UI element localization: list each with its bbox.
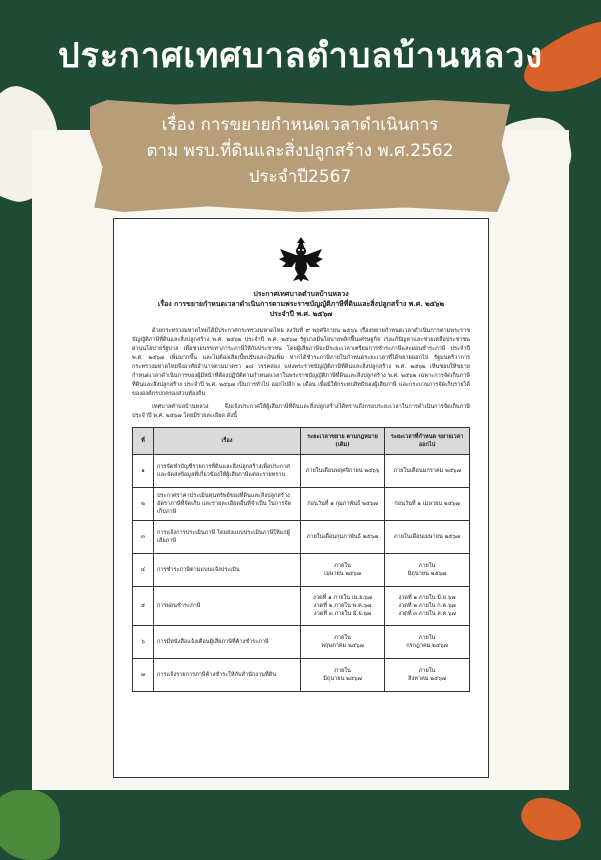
table-cell-subject: การชำระภาษีตามแบบแจ้งประเมิน [154, 554, 301, 587]
table-cell-original: ภายในเดือนพฤศจิกายน ๒๕๖๖ [301, 455, 385, 488]
table-cell-extended [385, 587, 470, 626]
table-cell-extended: ภายในเดือนมกราคม ๒๕๖๗ [385, 455, 470, 488]
garuda-emblem-icon [278, 235, 324, 283]
table-cell-line: สิงหาคม ๒๕๖๗ [408, 676, 446, 682]
table-header-subject: เรื่อง [154, 428, 301, 455]
table-row [133, 521, 470, 554]
schedule-table [132, 427, 470, 692]
table-cell-subject: การแจ้งรายการภาษีค้างชำระให้กับสำนักงานที่ดิน [154, 659, 301, 692]
table-cell-line: ภายใน [418, 635, 436, 641]
table-cell-line: ภายใน [334, 635, 351, 641]
table-cell-subject: การแจ้งการประเมินภาษี โดยส่งแบบประเมินภาษีให้แก่ผู้เสียภาษี [154, 521, 301, 554]
table-header-original: ระยะเวลาขยาย ตามกฎหมาย (เดิม) [301, 428, 385, 455]
table-cell-line: กรกฎาคม ๒๕๖๗ [406, 643, 448, 649]
table-cell-line: ภายใน [418, 668, 436, 674]
announcement-document [113, 218, 489, 778]
table-cell-line: ภายใน [334, 668, 351, 674]
table-cell-line: งวดที่ ๑ ภายใน มิ.ย.๖๗ [398, 595, 456, 601]
table-cell-extended [385, 554, 470, 587]
table-cell-subject: ประกาศราคาประเมินทุนทรัพย์ของที่ดินและสิ่งปลูกสร้าง อัตราภาษีที่จัดเก็บ และรายละเอียดอื่นที่จำเป็น ในการจัดเก็บภาษี [154, 488, 301, 521]
table-cell-no: ๗ [133, 659, 154, 692]
table-cell-line: ภายใน [334, 563, 351, 569]
table-cell-line: งวดที่ ๓ ภายใน ส.ค.๖๗ [398, 611, 456, 617]
table-cell-extended [385, 626, 470, 659]
table-row [133, 587, 470, 626]
table-cell-no: ๖ [133, 626, 154, 659]
table-cell-no: ๒ [133, 488, 154, 521]
subtitle-line-2: ตาม พรบ.ที่ดินและสิ่งปลูกสร้าง พ.ศ.2562 [146, 141, 454, 161]
orange-brush-decoration-bottom [515, 789, 586, 851]
subtitle-line-3: ประจำปี2567 [248, 167, 352, 187]
table-cell-original: ภายในเดือนกุมภาพันธ์ ๒๕๖๗ [301, 521, 385, 554]
table-cell-line: งวดที่ ๑ ภายใน เม.ย.๖๗ [313, 595, 373, 601]
table-row [133, 488, 470, 521]
table-cell-original [301, 659, 385, 692]
table-cell-line: ภายใน [418, 563, 436, 569]
table-cell-original [301, 587, 385, 626]
table-cell-subject: การผ่อนชำระภาษี [154, 587, 301, 626]
table-cell-line: งวดที่ ๒ ภายใน พ.ค.๖๗ [313, 603, 372, 609]
table-row [133, 626, 470, 659]
table-cell-no: ๔ [133, 554, 154, 587]
table-cell-original [301, 554, 385, 587]
table-header-extended: ระยะเวลาที่กำหนด ขยายเวลาออกไป [385, 428, 470, 455]
table-cell-line: งวดที่ ๒ ภายใน ก.ค.๖๗ [398, 603, 456, 609]
table-cell-no: ๕ [133, 587, 154, 626]
document-heading-line-3: ประจำปี พ.ศ. ๒๕๖๗ [269, 309, 333, 318]
document-heading-line-1: ประกาศเทศบาลตำบลบ้านหลวง [253, 289, 349, 298]
table-row [133, 554, 470, 587]
table-row [133, 455, 470, 488]
table-cell-line: เมษายน ๒๕๖๗ [324, 571, 362, 577]
document-heading [132, 289, 470, 319]
table-cell-no: ๓ [133, 521, 154, 554]
table-cell-line: มิถุนายน ๒๕๖๗ [323, 676, 362, 682]
table-cell-original: ก่อนวันที่ ๑ กุมภาพันธ์ ๒๕๖๗ [301, 488, 385, 521]
page-title: ประกาศเทศบาลตำบลบ้านหลวง [58, 36, 543, 76]
table-cell-subject: การมีหนังสือแจ้งเตือนผู้เสียภาษีที่ค้างชำระภาษี [154, 626, 301, 659]
document-body: ด้วยกระทรวงมหาดไทยได้มีประกาศกระทรวงมหาดไทย ลงวันที่ ๙ พฤศจิกายน ๒๕๖๖ เรื่องขยายกำหนดเวลาดำเนินการตามพระราชบัญญัติภาษีที่ดินและสิ่งปลูกสร้าง พ.ศ. ๒๕๖๒ ประจำปี พ.ศ. ๒๕๖๗ รัฐบาลมีนโยบายพลิกฟื้นเศรษฐกิจ เร่งแก้ปัญหาและช่วยเหลือประชาชนผ่านนโยบายรัฐบาล เพื่อช่วยบรรเทาภาระภาษีให้กับประชาชน โดยผู้เสียภาษีจะมีระยะเวลาเตรียมการชำระภาษีและผ่อนชำระภาษี ประจำปี พ.ศ. ๒๕๖๗ เพิ่มมากขึ้น และไม่ต้องเสียเบี้ยปรับและเงินเพิ่ม หากได้ชำระภาษีภายในกำหนดระยะเวลาที่ได้ขยายออกไป รัฐมนตรีว่าการกระทรวงมหาดไทยจึงอาศัยอำนาจตามมาตรา ๑๘ วรรคสอง แห่งพระราชบัญญัติภาษีที่ดินและสิ่งปลูกสร้าง พ.ศ. ๒๕๖๒ เห็นชอบให้ขยายกำหนดเวลาดำเนินการของผู้มีหน้าที่ต้องปฏิบัติตามกำหนดเวลาในพระราชบัญญัติภาษีที่ดินและสิ่งปลูกสร้าง พ.ศ. ๒๕๖๒ เฉพาะการจัดเก็บภาษีที่ดินและสิ่งปลูกสร้าง ประจำปี พ.ศ. ๒๕๖๗ เป็นการทั่วไป ออกไปอีก ๒ เดือน เพื่อมิให้กระทบสิทธิของผู้เสียภาษี และกระบวนการจัดเก็บรายได้ขององค์กรปกครองส่วนท้องถิ่น [132, 328, 470, 397]
table-cell-line: พฤษภาคม ๒๕๖๗ [321, 643, 364, 649]
table-cell-original [301, 626, 385, 659]
table-row [133, 659, 470, 692]
document-heading-line-2: เรื่อง การขยายกำหนดเวลาดำเนินการตามพระราชบัญญัติภาษีที่ดินและสิ่งปลูกสร้าง พ.ศ. ๒๕๖๒ [157, 299, 445, 308]
table-cell-line: งวดที่ ๓ ภายใน มิ.ย.๖๗ [313, 611, 372, 617]
table-cell-extended: ก่อนวันที่ ๑ เมษายน ๒๕๖๗ [385, 488, 470, 521]
document-body-2: เทศบาลตำบลบ้านหลวง จึงแจ้งประกาศให้ผู้เสียภาษีที่ดินและสิ่งปลูกสร้างได้ทราบถึงกรอบระยะเวลาในการดำเนินการจัดเก็บภาษี ประจำปี พ.ศ. ๒๕๖๗ โดยมีรายละเอียด ดังนี้ [132, 404, 470, 419]
table-header-no: ที่ [133, 428, 154, 455]
table-cell-extended [385, 659, 470, 692]
subtitle-line-1: เรื่อง การขยายกำหนดเวลาดำเนินการ [161, 115, 439, 135]
table-cell-extended: ภายในเดือนเมษายน ๒๕๖๗ [385, 521, 470, 554]
table-cell-subject: การจัดทำบัญชีรายการที่ดินและสิ่งปลูกสร้างเพื่อประกาศ และจัดส่งข้อมูลที่เกี่ยวข้องให้ผู้เสียภาษีแต่ละรายทราบ [154, 455, 301, 488]
table-header-row [133, 428, 470, 455]
subtitle [90, 112, 510, 190]
table-cell-no: ๑ [133, 455, 154, 488]
table-cell-line: มิถุนายน ๒๕๖๗ [407, 571, 447, 577]
